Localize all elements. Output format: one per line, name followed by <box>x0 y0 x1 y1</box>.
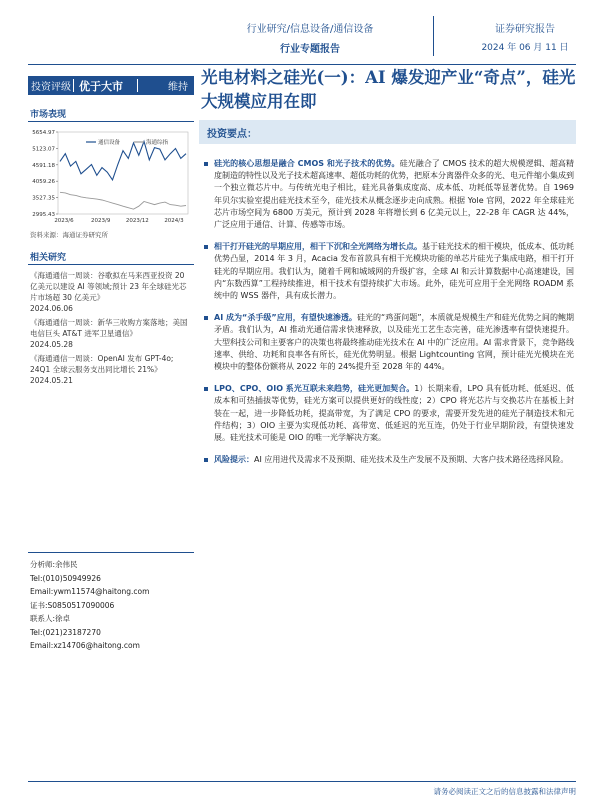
report-title: 光电材料之硅光(一)：AI 爆发迎产业“奇点”，硅光大规模应用在即 <box>201 68 576 111</box>
analyst-tel: Tel:(010)50949926 <box>30 573 101 583</box>
key-point-lead: LPO、CPO、OIO 系光互联未来趋势，硅光更加契合。 <box>214 384 415 394</box>
bullet-icon <box>204 316 208 320</box>
key-point <box>204 454 574 466</box>
contact-name: 联系人:徐卓 <box>30 614 71 623</box>
key-point-body: 基于硅光技术的相干模块，低成本、低功耗优势凸显，2014 年 3 月，Acacia 发布首款具有相干光模块功能的单芯片硅光子集成电路，相干打开硅光的早期应用。我们认为，随着千网和城域网的升级扩容，全球 AI 和云计算数据中心高速建设，国内“东数西算”工程持续推进，相干技术有望持续扩大市场。此外，硅光可应用于全光网络 ROADM 系统中的 WSS 器件，具有成长潜力。 <box>214 242 574 301</box>
related-item-title: 《海通通信一周谈：谷歌拟在马来西亚投资 20 亿美元以建设 AI 等领域;预计 23 年全球硅光芯片市场超 30 亿美元》 <box>30 271 187 302</box>
related-item-title: 《海通通信一周谈：OpenAI 发布 GPT-4o; 24Q1 全球云服务支出同比增长 21%》 <box>30 354 174 374</box>
rating-action: 维持 <box>168 82 188 93</box>
bullet-icon <box>204 245 208 249</box>
y-tick-label: 5123.07 <box>32 146 55 153</box>
related-item-date: 2024.06.06 <box>30 304 73 313</box>
key-point-lead: 风险提示： <box>214 455 254 465</box>
analyst-email[interactable]: Email:ywm11574@haitong.com <box>30 587 150 596</box>
related-item[interactable] <box>30 317 192 350</box>
bullet-icon <box>204 387 208 391</box>
chart-source: 资料来源：海通证券研究所 <box>30 231 108 239</box>
header-rule <box>28 64 576 65</box>
key-point-lead: 相干打开硅光的早期应用，相干下沉和全光网络为增长点。 <box>214 242 422 252</box>
key-point <box>204 383 574 444</box>
market-label: 市场表现 <box>30 110 67 120</box>
related-label: 相关研究 <box>30 253 67 263</box>
chart-frame <box>58 132 188 214</box>
x-tick-label: 2023/9 <box>90 218 111 224</box>
key-point-lead: AI 成为“杀手级”应用，有望快速渗透。 <box>214 313 357 323</box>
header-date: 2024 年 06 月 11 日 <box>481 43 569 53</box>
key-point-body: 硅光的“鸡蛋问题”，本质就是规模生产和硅光优势之间的鲍期矛盾。我们认为，AI 推动光通信需求快速释放，以及硅光工艺生态完善，硅光渗透率有望快速提升。大型科技公司和主要客户的决策也将最终推动硅光技术在 AI 中的广泛应用。AI 需求背景下，竞争路线速率、供给、功耗和良率各有所长，硅光优势明显。根据 Lightcounting 官网，预计硅光光模块在光模块中的整体份额将从 2022 年的 24%提升至 2028 年的 44%。 <box>214 313 574 372</box>
related-item[interactable] <box>30 270 192 314</box>
rating-divider-2 <box>137 79 138 92</box>
analyst-name: 分析师:余伟民 <box>30 560 78 569</box>
analyst-rule <box>28 552 194 553</box>
key-point <box>204 312 574 373</box>
key-point-body: AI 应用进代及需求不及预期、硅光技术及生产发展不及预期、大客户技术路径选择风险。 <box>254 455 569 465</box>
bullet-icon <box>204 162 208 166</box>
y-tick-label: 2995.43 <box>32 212 55 218</box>
summary-label: 投资要点： <box>207 129 257 140</box>
y-tick-label: 4591.18 <box>32 162 55 169</box>
analyst-block <box>30 558 196 653</box>
rating-bar <box>28 76 194 95</box>
key-point-body: 1）长期来看，LPO 具有低功耗、低延迟、低成本和可热插拔等优势，硅光方案可以提供更好的线性度；2）CPO 将光芯片与交换芯片在基板上封装在一起，进一步降低功耗，提高带宽，为了满足 CPO 的要求，需要开发先进的硅光子制造技术和元件结构；3）OIO 主要为实现低功耗、高带宽、低延迟的光互连，仍处于行业早期阶段，有望快速发展。硅光技术可能是 OIO 的唯一光学解决方案。 <box>214 384 574 443</box>
related-item-date: 2024.05.28 <box>30 340 73 349</box>
y-tick-label: 4059.26 <box>32 179 55 186</box>
related-item[interactable] <box>30 353 192 386</box>
footer-disclaimer[interactable]: 请务必阅读正文之后的信息披露和法律声明 <box>433 787 576 796</box>
related-list <box>30 270 192 389</box>
header-categories: 行业研究/信息设备/通信设备 <box>246 24 374 35</box>
key-point-lead: 硅光的核心思想是融合 CMOS 和光子技术的优势。 <box>214 159 400 168</box>
related-item-title: 《海通通信一周谈：新华三收购方案落地；美国电信巨头 AT&T 进军卫星通信》 <box>30 318 188 338</box>
market-rule <box>28 121 194 122</box>
rating-value: 优于大市 <box>79 79 123 93</box>
related-item-date: 2024.05.21 <box>30 376 73 385</box>
legend-label: 海通综指 <box>146 140 169 146</box>
bullet-icon <box>204 458 208 462</box>
key-point-body: 硅光融合了 CMOS 技术的超大规模逻辑、超高精度制造的特性以及光子技术超高速率、超低功耗的优势，把原本分离器件众多的光、电元件缩小集成到一个独立微芯片中。与传统光电子相比，硅光具备集成度高、成本低、功耗低等显著优势。自 1969 年贝尔实验室提出硅光技术至今，硅光技术从概念逐步走向成熟。根据 Yole 官网，2022 年全球硅光芯片市场空间为 6800 万美元，预计到 2028 年将增长到 6 亿美元以上，22-28 年 CAGR 达 44%，广泛应用于通信、计算、传感等市场。 <box>214 159 575 230</box>
summary-header <box>199 120 576 144</box>
x-tick-label: 2023/12 <box>125 218 149 224</box>
y-tick-label: 5654.97 <box>32 130 55 136</box>
legend-label: 通信设备 <box>98 140 121 146</box>
rating-label: 投资评级 <box>31 82 71 93</box>
contact-tel: Tel:(021)23187270 <box>30 627 101 637</box>
related-rule <box>28 264 194 265</box>
footer-rule <box>28 781 576 782</box>
header-divider <box>433 16 434 56</box>
series-line <box>60 141 186 180</box>
x-tick-label: 2023/6 <box>54 218 74 224</box>
header-report-type: 行业专题报告 <box>280 44 340 55</box>
rating-divider <box>73 79 74 92</box>
y-tick-label: 3527.35 <box>32 195 55 202</box>
key-points <box>204 158 574 476</box>
key-point <box>204 158 574 231</box>
market-chart <box>28 128 194 228</box>
x-tick-label: 2024/3 <box>164 218 184 224</box>
market-chart-svg <box>28 128 194 228</box>
key-point <box>204 241 574 302</box>
series-line <box>60 192 186 209</box>
analyst-cert: 证书:S0850517090006 <box>30 600 115 610</box>
header-report-kind: 证券研究报告 <box>495 24 555 35</box>
contact-email[interactable]: Email:xz14706@haitong.com <box>30 641 140 650</box>
